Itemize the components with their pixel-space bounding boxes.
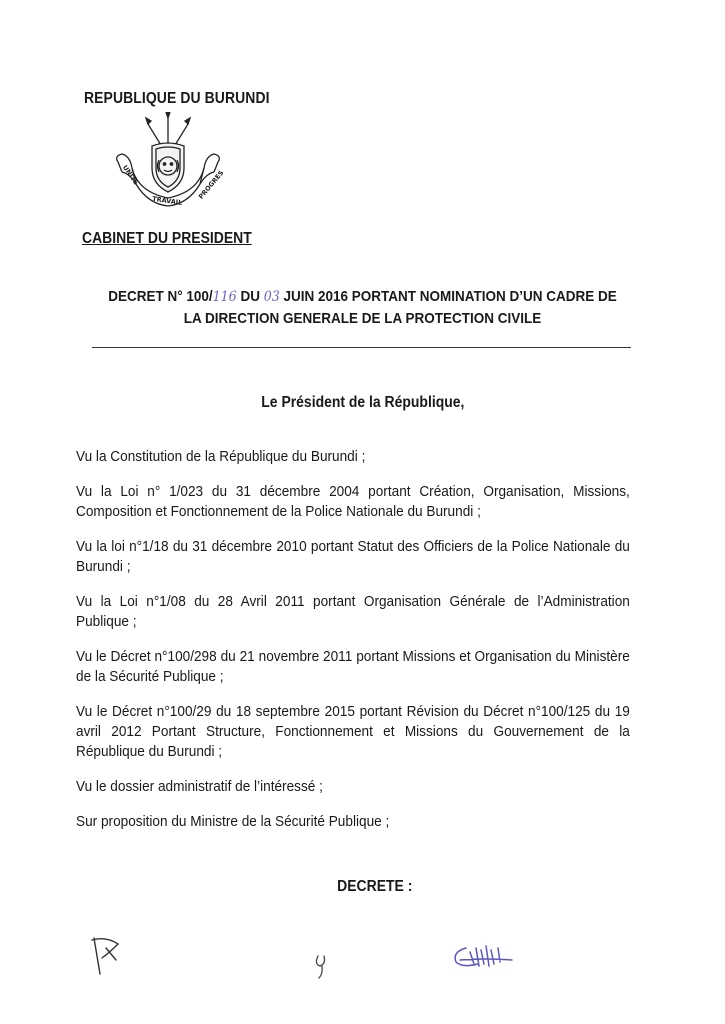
motto-unite: UNITE xyxy=(120,163,141,187)
president-heading xyxy=(0,394,725,412)
president-heading-text: Le Président de la République, xyxy=(260,394,465,411)
decree-title-line1 xyxy=(90,286,635,308)
decree-title-rest: JUIN 2016 PORTANT NOMINATION D’UN CADRE DE xyxy=(283,288,617,305)
decrete-text: DECRETE : xyxy=(336,878,413,895)
decree-du: DU xyxy=(240,288,260,305)
considerant-proposition: Sur proposition du Ministre de la Sécurité Publique ; xyxy=(76,814,390,830)
handwritten-day: 03 xyxy=(263,289,280,305)
horizontal-divider xyxy=(92,347,631,348)
considerant-dossier: Vu le dossier administratif de l’intéressé ; xyxy=(76,779,323,795)
initial-mark-left xyxy=(88,930,124,980)
considerant-loi-administration: Vu la Loi n°1/08 du 28 Avril 2011 portant Organisation Générale de l’Administration Publique ; xyxy=(76,594,630,630)
country-heading: REPUBLIQUE DU BURUNDI xyxy=(84,90,270,107)
initial-mark-center xyxy=(310,950,334,982)
decree-number-prefix: DECRET N° 100/ xyxy=(108,288,213,305)
decrete-heading xyxy=(0,878,725,896)
motto-progres: PROGRES xyxy=(196,168,226,201)
considerant-decret-ministere: Vu le Décret n°100/298 du 21 novembre 2011 portant Missions et Organisation du Ministère de la Sécurité Publique ; xyxy=(76,649,630,685)
motto-travail: TRAVAIL xyxy=(151,194,183,207)
considerants-list xyxy=(76,447,630,847)
handwritten-decree-number: 116 xyxy=(212,289,237,305)
considerant-loi-police: Vu la Loi n° 1/023 du 31 décembre 2004 portant Création, Organisation, Missions, Composition et Fonctionnement de la Police Nationale du Burundi ; xyxy=(76,484,630,520)
decree-title-line2: LA DIRECTION GENERALE DE LA PROTECTION CIVILE xyxy=(183,310,542,327)
considerant-constitution: Vu la Constitution de la République du Burundi ; xyxy=(76,449,366,465)
decree-title xyxy=(60,286,665,330)
considerant-decret-gouvernement: Vu le Décret n°100/29 du 18 septembre 2015 portant Révision du Décret n°100/125 du 19 avril 2012 Portant Structure, Fonctionnement et Missions du Gouvernement de la République du Burundi ; xyxy=(76,704,630,760)
cabinet-heading: CABINET DU PRESIDENT xyxy=(82,230,252,247)
considerant-statut-officiers: Vu la loi n°1/18 du 31 décembre 2010 portant Statut des Officiers de la Police Nationale du Burundi ; xyxy=(76,539,630,575)
coat-of-arms-icon xyxy=(108,112,228,212)
signature-mark-right xyxy=(448,938,518,974)
